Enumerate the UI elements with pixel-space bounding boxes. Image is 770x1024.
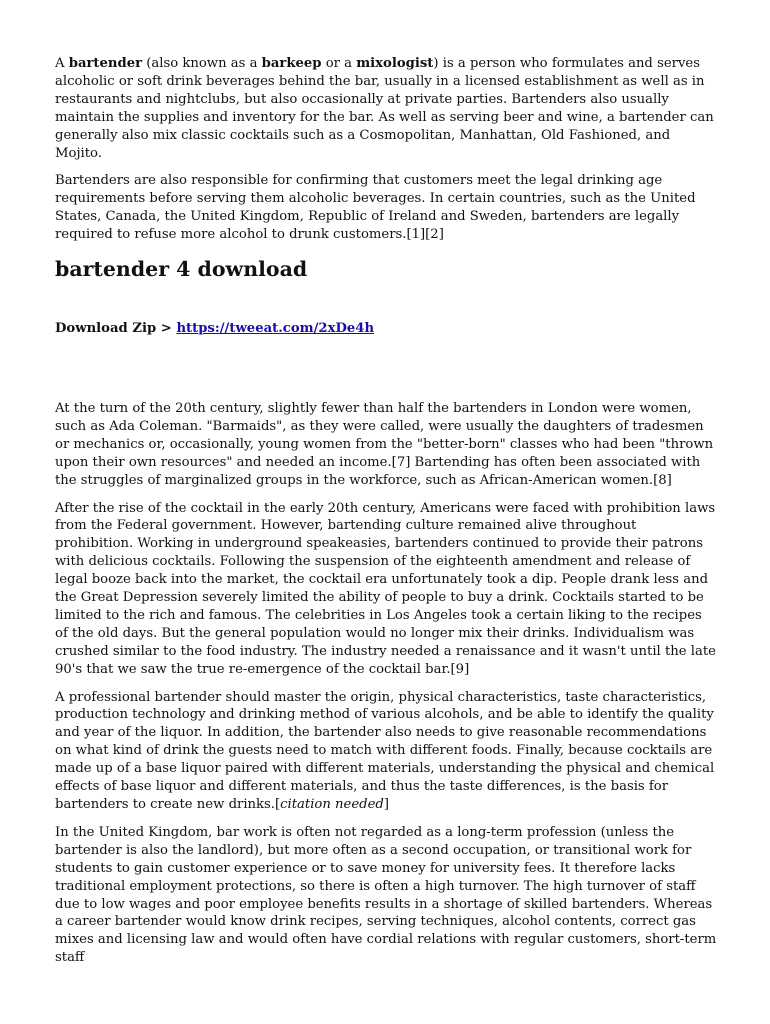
intro-text-c: or a xyxy=(321,56,357,71)
citation-close: ] xyxy=(383,797,389,812)
download-line xyxy=(55,320,717,338)
page-title: bartender 4 download xyxy=(55,257,308,282)
intro-paragraph-1 xyxy=(55,55,717,162)
spacer xyxy=(55,348,717,400)
body-paragraph-prohibition: After the rise of the cocktail in the early 20th century, Americans were faced with prohibition laws from the Federal government. However, bartending culture remained alive throughout prohibition. Working in underground speakeasies, bartenders continued to provide their patrons with delicious cocktails. Following the suspension of the eighteenth amendment and release of legal booze back into the market, the cocktail era unfortunately took a dip. People drank less and the Great Depression severely limited the ability of people to buy a drink. Cocktails started to be limited to the rich and famous. The celebrities in Los Angeles took a certain liking to the recipes of the old days. But the general population would no longer mix their drinks. Individualism was crushed similar to the food industry. The industry needed a renaissance and it wasn't until the late 90's that we saw the true re-emergence of the cocktail bar.[9] xyxy=(55,500,716,677)
intro-text-d: ) is a person who formulates and serves alcoholic or soft drink beverages behind the bar, usually in a licensed establishment as well as in restaurants and nightclubs, but also occasionally at private parties. Bartenders also usually maintain the supplies and inventory for the bar. As well as serving beer and wine, a bartender can generally also mix classic cocktails such as a Cosmopolitan, Manhattan, Old Fashioned, and Mojito. xyxy=(55,56,714,161)
intro-text-b: (also known as a xyxy=(142,56,262,71)
professional-text: A professional bartender should master the origin, physical characteristics, taste characteristics, production technology and drinking method of various alcohols, and be able to identify the quality and year of the liquor. In addition, the bartender also needs to give reasonable recommendations on what kind of drink the guests need to match with different foods. Finally, because cocktails are made up of a base liquor paired with different materials, understanding the physical and chemical effects of base liquor and different materials, and thus the taste differences, is the basis for bartenders to create new drinks.[ xyxy=(55,689,715,812)
body-paragraph-history: At the turn of the 20th century, slightly fewer than half the bartenders in London were women, such as Ada Coleman. "Barmaids", as they were called, were usually the daughters of tradesmen or mechanics or, occasionally, young women from the "better-born" classes who had been "thrown upon their own resources" and needed an income.[7] Bartending has often been associated with the struggles of marginalized groups in the workforce, such as African-American women.[8] xyxy=(55,400,714,488)
term-bartender: bartender xyxy=(68,56,143,71)
document-page xyxy=(55,55,717,977)
body-paragraph-uk: In the United Kingdom, bar work is often not regarded as a long-term profession (unless the bartender is also the landlord), but more often as a second occupation, or transitional work for students to gain customer experience or to save money for university fees. It therefore lacks traditional employment protections, so there is often a high turnover. The high turnover of staff due to low wages and poor employee benefits results in a shortage of skilled bartenders. Whereas a career bartender would know drink recipes, serving techniques, alcohol contents, correct gas mixes and licensing law and would often have cordial relations with regular customers, short-term staff xyxy=(55,824,717,966)
intro-paragraph-2: Bartenders are also responsible for confirming that customers meet the legal drinking age requirements before serving them alcoholic beverages. In certain countries, such as the United States, Canada, the United Kingdom, Republic of Ireland and Sweden, bartenders are legally required to refuse more alcohol to drunk customers.[1][2] xyxy=(55,173,696,243)
citation-needed: citation needed xyxy=(280,797,384,812)
term-mixologist: mixologist xyxy=(356,56,434,71)
download-link[interactable]: https://tweeat.com/2xDe4h xyxy=(176,321,375,337)
intro-text-a: A xyxy=(55,56,69,71)
body-paragraph-professional xyxy=(55,689,717,814)
download-label: Download Zip > xyxy=(55,321,177,337)
term-barkeep: barkeep xyxy=(261,56,322,71)
